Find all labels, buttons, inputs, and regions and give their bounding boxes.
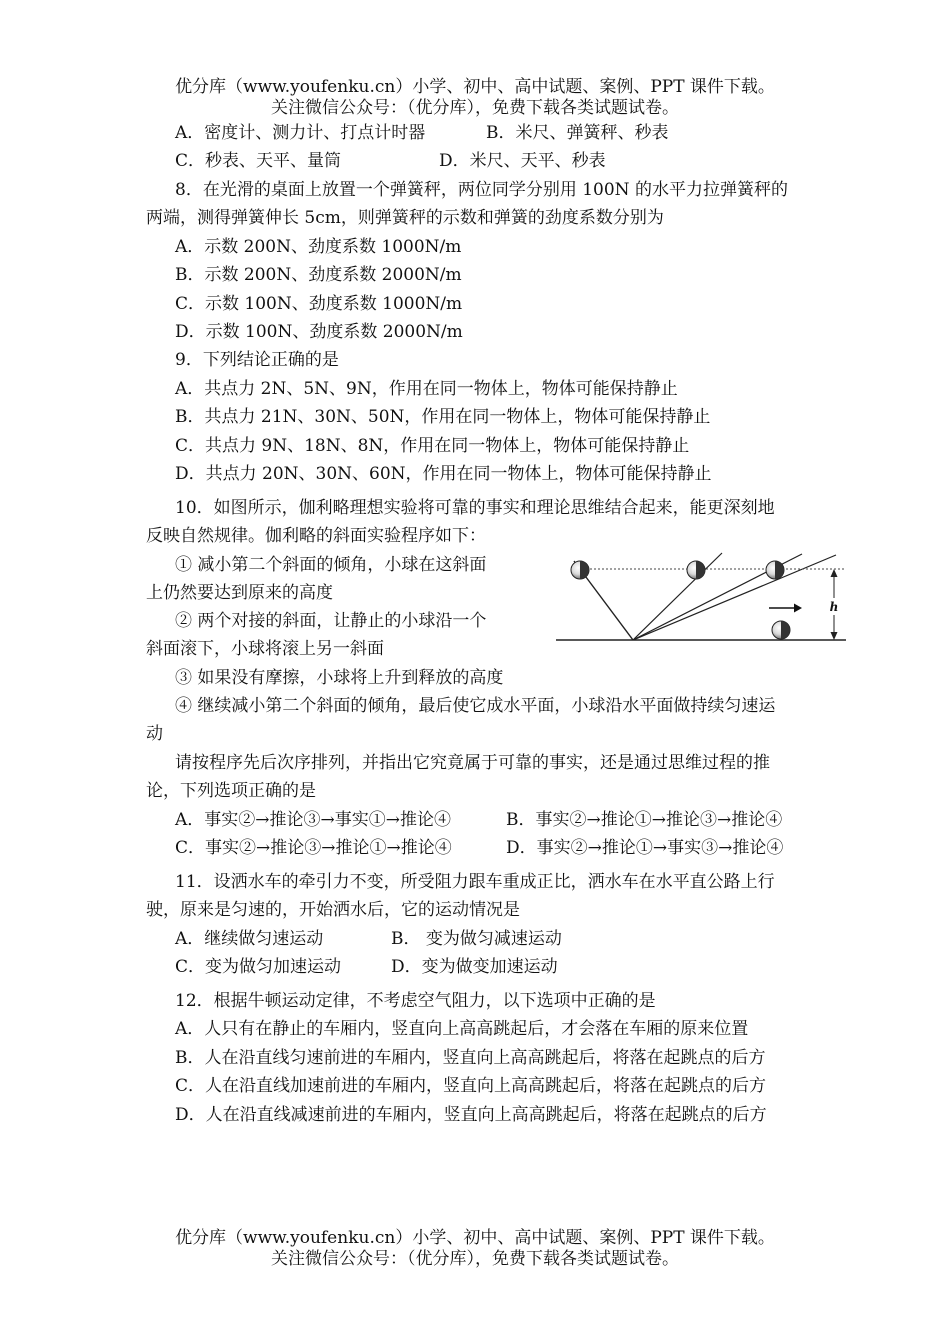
ball-horizontal-shade — [781, 621, 790, 639]
q8-stem-line-2: 两端，测得弹簧伸长 5cm，则弹簧秤的示数和弹簧的劲度系数分别为 — [146, 208, 664, 228]
page-header — [0, 77, 950, 119]
right-incline-shallow — [633, 555, 836, 640]
q12-option-d: D．人在沿直线减速前进的车厢内，竖直向上高高跳起后，将落在起跳点的后方 — [175, 1105, 767, 1125]
height-label: h — [829, 600, 839, 614]
q7-row-ab — [175, 119, 669, 147]
q7-option-d: D．米尺、天平、秒表 — [439, 151, 606, 171]
q10-question-line-2: 论，下列选项正确的是 — [146, 781, 316, 801]
height-arrow-down-head — [831, 632, 838, 640]
q10-option-c: C．事实②→推论③→推论①→推论④ — [175, 838, 452, 858]
q10-option-d: D．事实②→推论①→事实③→推论④ — [506, 838, 784, 858]
header-line-2: 关注微信公众号：（优分库），免费下载各类试题试卷。 — [271, 98, 679, 118]
q10-row-cd — [175, 834, 783, 862]
q10-stem-line-1: 10．如图所示，伽利略理想实验将可靠的事实和理论思维结合起来，能更深刻地 — [175, 498, 775, 518]
q11-option-a: A．继续做匀速运动 — [175, 929, 324, 949]
q12-option-a: A．人只有在静止的车厢内，竖直向上高高跳起后，才会落在车厢的原来位置 — [175, 1019, 749, 1039]
q11-option-b: B． 变为做匀减速运动 — [391, 929, 562, 949]
page-footer — [0, 1228, 950, 1270]
q10-option-b: B．事实②→推论①→推论③→推论④ — [506, 810, 783, 830]
q11-stem-line-1: 11．设洒水车的牵引力不变，所受阻力跟车重成正比，洒水车在水平直公路上行 — [175, 872, 775, 892]
q10-step-1-line-1: ① 减小第二个斜面的倾角，小球在这斜面 — [175, 555, 487, 575]
q11-row-cd — [175, 953, 558, 981]
q10-step-4-line-1: ④ 继续减小第二个斜面的倾角，最后使它成水平面，小球沿水平面做持续匀速运 — [175, 696, 776, 716]
q9-stem: 9．下列结论正确的是 — [175, 350, 339, 370]
q12-option-c: C．人在沿直线加速前进的车厢内，竖直向上高高跳起后，将落在起跳点的后方 — [175, 1076, 767, 1096]
ball-start-shade — [580, 561, 589, 579]
q11-row-ab — [175, 925, 562, 953]
footer-line-2: 关注微信公众号：（优分库），免费下载各类试题试卷。 — [271, 1249, 679, 1269]
q9-option-c: C．共点力 9N、18N、8N，作用在同一物体上，物体可能保持静止 — [175, 436, 690, 456]
q10-row-ab — [175, 806, 782, 834]
q10-step-1-line-2: 上仍然要达到原来的高度 — [146, 583, 333, 603]
ball-steep-incline-shade — [696, 561, 705, 579]
velocity-arrow-head — [794, 604, 802, 613]
q8-option-b: B．示数 200N、劲度系数 2000N/m — [175, 265, 462, 285]
q9-option-b: B．共点力 21N、30N、50N，作用在同一物体上，物体可能保持静止 — [175, 407, 711, 427]
q11-option-d: D．变为做变加速运动 — [391, 957, 558, 977]
q9-option-d: D．共点力 20N、30N、60N，作用在同一物体上，物体可能保持静止 — [175, 464, 712, 484]
q9-option-a: A．共点力 2N、5N、9N，作用在同一物体上，物体可能保持静止 — [175, 379, 678, 399]
q7-option-b: B．米尺、弹簧秤、秒表 — [486, 123, 669, 143]
footer-line-1: 优分库（www.youfenku.cn）小学、初中、高中试题、案例、PPT 课件下载。 — [175, 1228, 775, 1248]
q8-stem-line-1: 8．在光滑的桌面上放置一个弹簧秤，两位同学分别用 100N 的水平力拉弹簧秤的 — [175, 180, 788, 200]
q8-option-a: A．示数 200N、劲度系数 1000N/m — [175, 237, 462, 257]
q8-option-c: C．示数 100N、劲度系数 1000N/m — [175, 294, 463, 314]
height-arrow-up-head — [831, 569, 838, 577]
q10-question-line-1: 请按程序先后次序排列，并指出它究竟属于可靠的事实，还是通过思维过程的推 — [175, 753, 770, 773]
q7-row-cd — [175, 147, 606, 175]
q10-stem-line-2: 反映自然规律。伽利略的斜面实验程序如下： — [146, 526, 486, 546]
q10-step-2-line-1: ② 两个对接的斜面，让静止的小球沿一个 — [175, 611, 487, 631]
q10-option-a: A．事实②→推论③→事实①→推论④ — [175, 810, 452, 830]
q10-step-3: ③ 如果没有摩擦，小球将上升到释放的高度 — [175, 668, 504, 688]
q7-option-a: A．密度计、测力计、打点计时器 — [175, 123, 426, 143]
q8-option-d: D．示数 100N、劲度系数 2000N/m — [175, 322, 463, 342]
q12-stem: 12．根据牛顿运动定律，不考虑空气阻力，以下选项中正确的是 — [175, 991, 656, 1011]
q7-option-c: C．秒表、天平、量筒 — [175, 151, 342, 171]
q10-step-4-line-2: 动 — [146, 724, 163, 744]
right-incline-steep — [633, 553, 722, 640]
q11-stem-line-2: 驶，原来是匀速的，开始洒水后，它的运动情况是 — [146, 900, 520, 920]
q11-option-c: C．变为做匀加速运动 — [175, 957, 342, 977]
q10-step-2-line-2: 斜面滚下，小球将滚上另一斜面 — [146, 639, 384, 659]
header-line-1: 优分库（www.youfenku.cn）小学、初中、高中试题、案例、PPT 课件下载。 — [175, 77, 775, 97]
galileo-incline-figure — [556, 551, 852, 649]
q12-option-b: B．人在沿直线匀速前进的车厢内，竖直向上高高跳起后，将落在起跳点的后方 — [175, 1048, 766, 1068]
